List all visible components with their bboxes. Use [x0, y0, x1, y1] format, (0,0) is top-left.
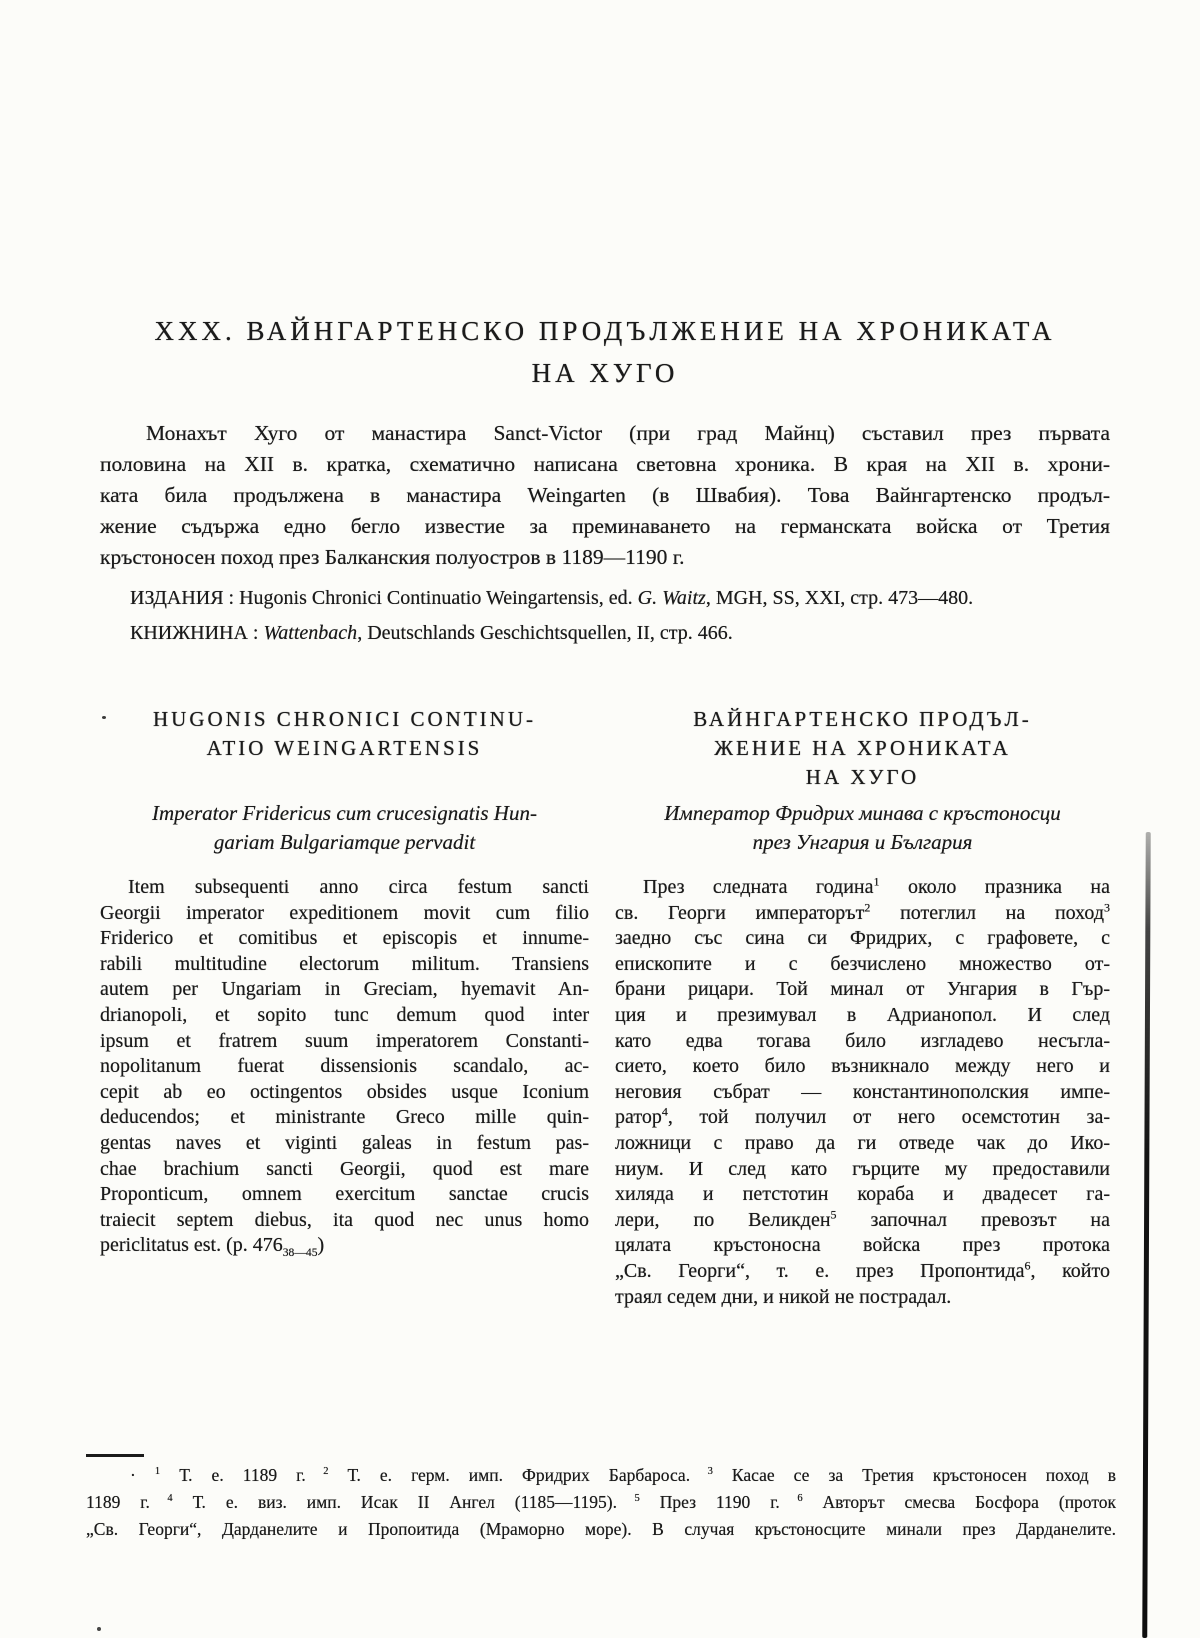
bulgarian-column [615, 705, 1110, 1310]
text-line: 1189 г. $^4$ Т. е. виз. имп. Исак II Ангел (1185—1195). $^5$ През 1190 г. $^6$ Авторът смесва Босфора (проток [86, 1492, 1116, 1512]
text-line: Proponticum, omnem exercitum sanctae crucis [100, 1183, 589, 1206]
latin-column-subtitle [100, 799, 589, 857]
scan-artifact-dot-bottom [97, 1627, 101, 1631]
text-line: като едва тогава било изгладево несъгла- [615, 1029, 1110, 1052]
text-line: chae brachium sancti Georgii, quod est mare [100, 1157, 589, 1180]
text-line: ложници с право да ги отведе чак до Ико- [615, 1131, 1110, 1154]
text-line: nopolitanum fuerat dissensionis scandalo, ac- [100, 1055, 589, 1078]
text-line: Item subsequenti anno circa festum sancti [128, 876, 589, 898]
text-line: Imperator Fridericus cum crucesignatis Hun- [152, 801, 537, 825]
text-line: епископите и с безчислено множество от- [615, 952, 1110, 975]
text-line: цялата кръстоносна войска през протока [615, 1234, 1110, 1257]
text-line: ция и презимувал в Адрианопол. И след [615, 1003, 1110, 1026]
text-line: drianopoli, et sopito tunc demum quod inter [100, 1003, 589, 1026]
text-line: ИЗДАНИЯ : Hugonis Chronici Continuatio Weingartensis, ed. G. Waitz, MGH, SS, XXI, стр. 473—480. [130, 587, 974, 609]
text-line: „Св. Георги“, т. е. през Пропонтида$^6$, който [615, 1258, 1110, 1282]
text-line: неговия събрат — константинополския импе- [615, 1080, 1110, 1103]
text-line: ЖЕНИЕ НА ХРОНИКАТА [714, 736, 1011, 760]
text-line: autem per Ungariam in Greciam, hyemavit An- [100, 978, 589, 1001]
latin-column [100, 705, 589, 1310]
scan-artifact-dot-top [102, 716, 106, 719]
text-line: ipsum et fratrem suum imperatorem Constanti- [100, 1029, 589, 1052]
footnote-separator-rule [86, 1454, 144, 1457]
text-line: rabili multitudine electorum militum. Transiens [100, 952, 589, 975]
text-line: periclitatus est. (p. $476_{38—45}$) [100, 1234, 325, 1260]
latin-column-heading [100, 705, 589, 799]
latin-column-body [100, 875, 589, 1259]
page-title [100, 310, 1110, 394]
text-line: ВАЙНГАРТЕНСКО ПРОДЪЛ- [693, 707, 1032, 731]
footnotes-block [86, 1462, 1116, 1543]
text-line: Georgii imperator expeditionem movit cum filio [100, 901, 589, 924]
text-line: HUGONIS CHRONICI CONTINU- [153, 707, 536, 731]
text-line: Монахът Хуго от манастира Sanct-Victor (при град Майнц) съставил през първата [146, 421, 1110, 445]
text-line: сието, което било възникнало между него и [615, 1055, 1110, 1078]
bulgarian-column-subtitle [615, 799, 1110, 857]
text-line: Friderico et comitibus et episcopis et innume- [100, 927, 589, 950]
text-line: ратор$^4$, той получил от него осемстотин за- [615, 1104, 1110, 1129]
text-line: траял седем дни, и никой не пострадал. [615, 1285, 952, 1308]
text-line: ката била продължена в манастира Weingarten (в Швабия). Това Вайнгартенско продъл- [100, 483, 1110, 507]
bulgarian-column-heading [615, 705, 1110, 799]
text-line: ATIO WEINGARTENSIS [206, 736, 483, 760]
text-line: жение съдържа едно бегло известие за преминаването на германската войска от Третия [100, 514, 1110, 538]
text-line: заедно със сина си Фридрих, с графовете, с [615, 927, 1110, 950]
text-line: св. Георги императорът$^2$ потеглил на поход$^3$ [615, 899, 1111, 924]
text-line: traiecit septem diebus, ita quod nec unus homo [100, 1208, 589, 1231]
two-column-text [100, 705, 1110, 1310]
text-line: „Св. Георги“, Дарданелите и Пропоитида (Мраморно море). В случая кръстоносците минали през Дарданелите. [86, 1519, 1116, 1539]
bibliography-references [100, 581, 1110, 651]
text-line: през Унгария и България [752, 830, 973, 854]
text-line: · $^1$ Т. е. 1189 г. $^2$ Т. е. герм. имп. Фридрих Барбароса. $^3$ Касае се за Третия кръстоносен поход в [130, 1465, 1117, 1485]
text-line: ниум. И след като гърците му предоставили [615, 1157, 1110, 1180]
text-line: хиляда и петстотин кораба и двадесет га- [615, 1183, 1110, 1206]
text-line: КНИЖНИНА : Wattenbach, Deutschlands Geschichtsquellen, II, стр. 466. [130, 622, 733, 644]
text-line: XXX. ВАЙНГАРТЕНСКО ПРОДЪЛЖЕНИЕ НА ХРОНИКАТА [154, 316, 1056, 346]
text-line: През следната година$^1$ около празника на [643, 874, 1110, 898]
bulgarian-column-body [615, 875, 1110, 1310]
text-line: deducendos; et ministrante Greco mille quin- [100, 1106, 589, 1129]
text-line: gariam Bulgariamque pervadit [213, 830, 476, 854]
intro-paragraph [100, 418, 1110, 573]
text-line: брани рицари. Той минал от Унгария в Гър- [615, 978, 1110, 1001]
text-line: НА ХУГО [531, 358, 679, 388]
text-line: НА ХУГО [805, 765, 920, 789]
text-line: Император Фридрих минава с кръстоносци [664, 801, 1061, 825]
text-line: половина на XII в. кратка, схематично написана световна хроника. В края на XII в. хрони- [100, 452, 1110, 476]
text-line: лери, по Великден$^5$ започнал превозът на [615, 1207, 1110, 1231]
text-line: кръстоносен поход през Балканския полуостров в 1189—1190 г. [100, 545, 685, 569]
text-line: cepit ab eo octingentos obsides usque Iconium [100, 1080, 589, 1103]
text-line: gentas naves et viginti galeas in festum pas- [100, 1131, 589, 1154]
